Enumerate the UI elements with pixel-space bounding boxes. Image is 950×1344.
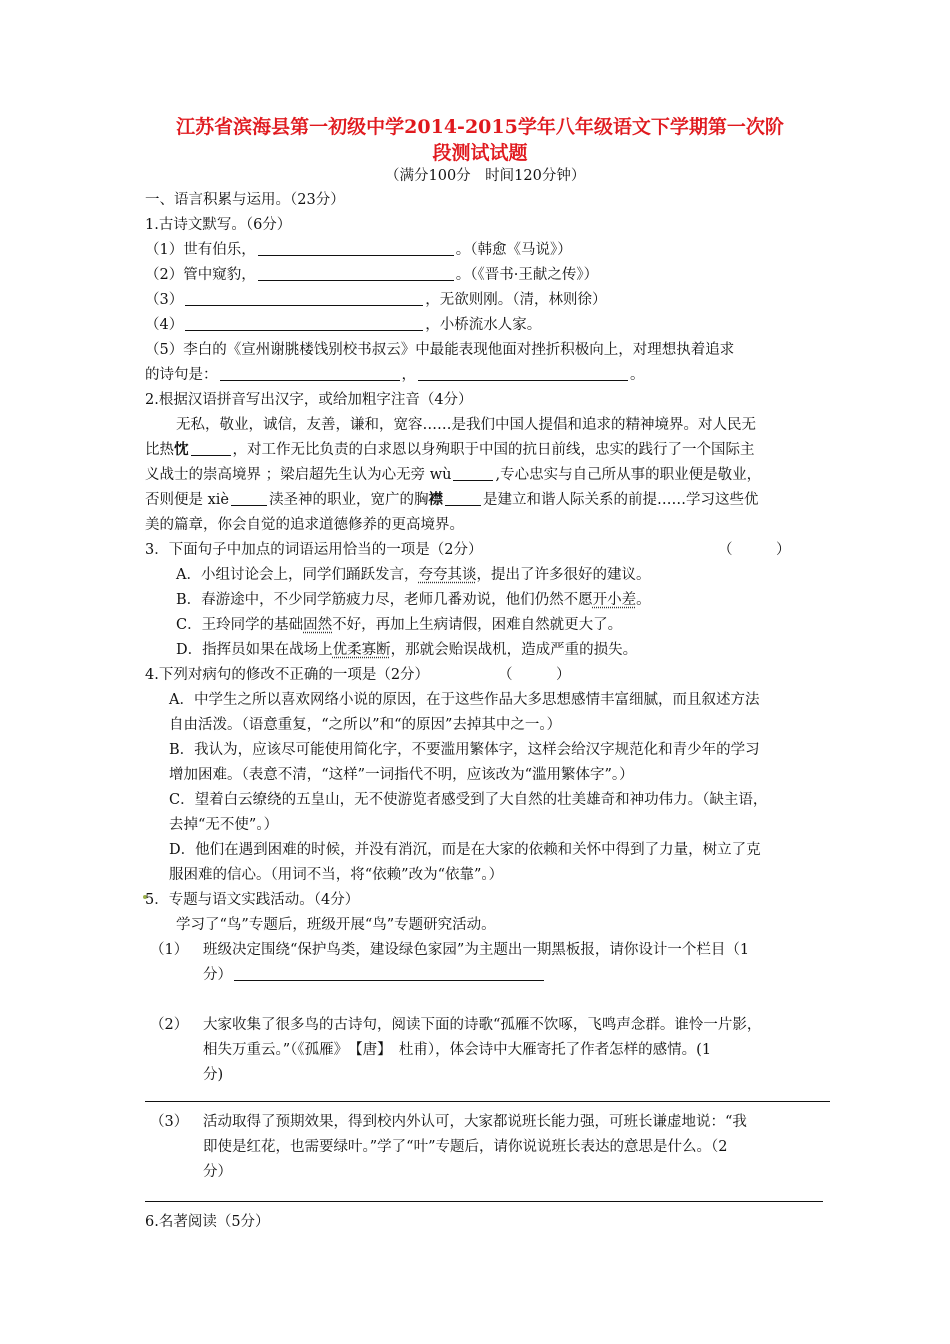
exam-title-line2: 段测试试题: [432, 142, 528, 164]
q1-item-5-line2: 的诗句是： ， 。: [145, 367, 645, 383]
q5-sub2-line1: 大家收集了很多鸟的古诗句，阅读下面的诗歌“孤雁不饮啄，飞鸣声念群。谁怜一片影，: [203, 1017, 762, 1033]
q2-passage-line1: 无私，敬业，诚信，友善，谦和，宽容……是我们中国人提倡和追求的精神境界。对人民无: [176, 417, 756, 433]
q5-sub2-line2: 相失万重云。”（《孤雁》 【唐】 杜甫），体会诗中大雁寄托了作者怎样的感情。(1: [203, 1042, 712, 1058]
answer-blank[interactable]: [234, 966, 544, 981]
q5-intro: 学习了“鸟”专题后，班级开展“鸟”专题研究活动。: [176, 917, 496, 933]
section1-heading: 一、语言积累与运用。（23分）: [145, 192, 345, 208]
q1-item-3: （3） ，无欲则刚。（清，林则徐）: [145, 292, 607, 308]
q5-sub1-number: （1）: [150, 942, 189, 958]
q5-sub3-line3: 分）: [203, 1164, 232, 1180]
q1-heading: 1.古诗文默写。（6分）: [145, 217, 292, 233]
q3-heading: 3．下面句子中加点的词语运用恰当的一项是（2分）: [145, 542, 483, 558]
q4-answer-paren[interactable]: （ ）: [498, 667, 571, 683]
q3-option-a: A．小组讨论会上，同学们踊跃发言，夸夸其谈，提出了许多很好的建议。: [176, 567, 651, 583]
q2-passage-line4: 否则便是 xiè 渎圣神的职业，宽广的胸襟 是建立和谐人际关系的前提……学习这些优: [145, 491, 759, 508]
q2-heading: 2.根据汉语拼音写出汉字，或给加粗字注音（4分）: [145, 392, 473, 408]
q4-option-c-line1: C．望着白云缭绕的五皇山，无不使游览者感受到了大自然的壮美雄奇和神功伟力。（缺主语，: [169, 792, 768, 808]
q1-item-2: （2）管中窥豹， 。（《晋书·王献之传》）: [145, 267, 599, 283]
answer-blank[interactable]: [185, 316, 423, 331]
exam-title-line1: 江苏省滨海县第一初级中学2014-2015学年八年级语文下学期第一次阶: [176, 116, 784, 138]
q4-option-d-line2: 服困难的信心。（用词不当，将“依赖”改为“依靠”。）: [169, 867, 504, 883]
q4-option-b-line2: 增加困难。（表意不清，“这样”一词指代不明，应该改为“滥用繁体字”。）: [169, 767, 634, 783]
q5-sub1-line1: 班级决定围绕“保护鸟类，建设绿色家园”为主题出一期黑板报，请你设计一个栏目（1: [203, 942, 750, 958]
answer-blank[interactable]: [231, 491, 267, 506]
answer-blank[interactable]: [258, 266, 454, 281]
bold-char: 襟: [428, 491, 444, 508]
q4-option-a-line2: 自由活泼。（语意重复，“之所以”和“的原因”去掉其中之一。）: [169, 717, 562, 733]
answer-blank[interactable]: [191, 441, 231, 456]
dotted-word: 夸夸其谈: [418, 567, 477, 583]
answer-blank[interactable]: [258, 241, 454, 256]
q4-option-c-line2: 去掉“无不使”。）: [169, 817, 279, 833]
q5-sub3-line1: 活动取得了预期效果，得到校内外认可，大家都说班长能力强，可班长谦虚地说：“我: [203, 1114, 747, 1130]
q5-sub2-number: （2）: [150, 1017, 189, 1033]
exam-subtitle: （满分100分 时间120分钟）: [385, 168, 586, 184]
q5-sub3-line2: 即使是红花，也需要绿叶。”学了“叶”专题后，请你说说班长表达的意思是什么。（2: [203, 1139, 728, 1155]
q2-passage-line3: 义战士的崇高境界 ；梁启超先生认为心无旁 wù ,专心忠实与自己所从事的职业便是敬业，: [145, 467, 762, 483]
bold-char: 忱: [174, 441, 189, 458]
answer-blank[interactable]: [453, 466, 493, 481]
q4-heading: 4.下列对病句的修改不正确的一项是（2分）: [145, 667, 430, 683]
q3-option-b: B．春游途中，不少同学筋疲力尽，老师几番劝说，他们仍然不愿开小差。: [176, 592, 651, 608]
q2-passage-line2: 比热忱 ，对工作无比负责的白求恩以身殉职于中国的抗日前线，忠实的践行了一个国际主: [145, 441, 755, 458]
q1-item-5-line1: （5）李白的《宣州谢朓楼饯别校书叔云》中最能表现他面对挫折积极向上，对理想执着追求: [145, 342, 735, 358]
answer-blank[interactable]: [220, 366, 400, 381]
q4-option-a-line1: A．中学生之所以喜欢网络小说的原因，在于这些作品大多思想感情丰富细腻，而且叙述方法: [169, 692, 760, 708]
q2-passage-line5: 美的篇章，你会自觉的追求道德修养的更高境界。: [145, 517, 464, 533]
answer-line[interactable]: [145, 1201, 823, 1202]
q5-sub2-line3: 分): [203, 1067, 224, 1083]
q3-answer-paren[interactable]: （ ）: [718, 542, 791, 558]
q3-option-d: D．指挥员如果在战场上优柔寡断，那就会贻误战机，造成严重的损失。: [176, 642, 638, 658]
answer-blank[interactable]: [445, 491, 481, 506]
q4-option-b-line1: B．我认为，应该尽可能使用简化字，不要滥用繁体字，这样会给汉字规范化和青少年的学习: [169, 742, 760, 758]
answer-line[interactable]: [145, 1101, 830, 1102]
dotted-word: 优柔寡断: [332, 642, 391, 658]
q1-item-1: （1）世有伯乐， 。（韩愈《马说》）: [145, 242, 572, 258]
q1-item-4: （4） ，小桥流水人家。: [145, 317, 542, 333]
dotted-word: 开小差: [592, 592, 637, 608]
q4-option-d-line1: D．他们在遇到困难的时候，并没有消沉，而是在大家的依赖和关怀中得到了力量，树立了克: [169, 842, 761, 858]
q5-sub1-line2: 分）: [203, 965, 546, 985]
dotted-word: 固然: [303, 617, 333, 633]
answer-blank[interactable]: [185, 291, 423, 306]
q3-option-c: C．王玲同学的基础固然不好，再加上生病请假，困难自然就更大了。: [176, 617, 623, 633]
answer-blank[interactable]: [418, 366, 628, 381]
q5-heading: 5．专题与语文实践活动。（4分）: [145, 892, 360, 908]
q5-sub3-number: （3）: [150, 1114, 189, 1130]
q6-heading: 6.名著阅读（5分）: [145, 1214, 270, 1230]
